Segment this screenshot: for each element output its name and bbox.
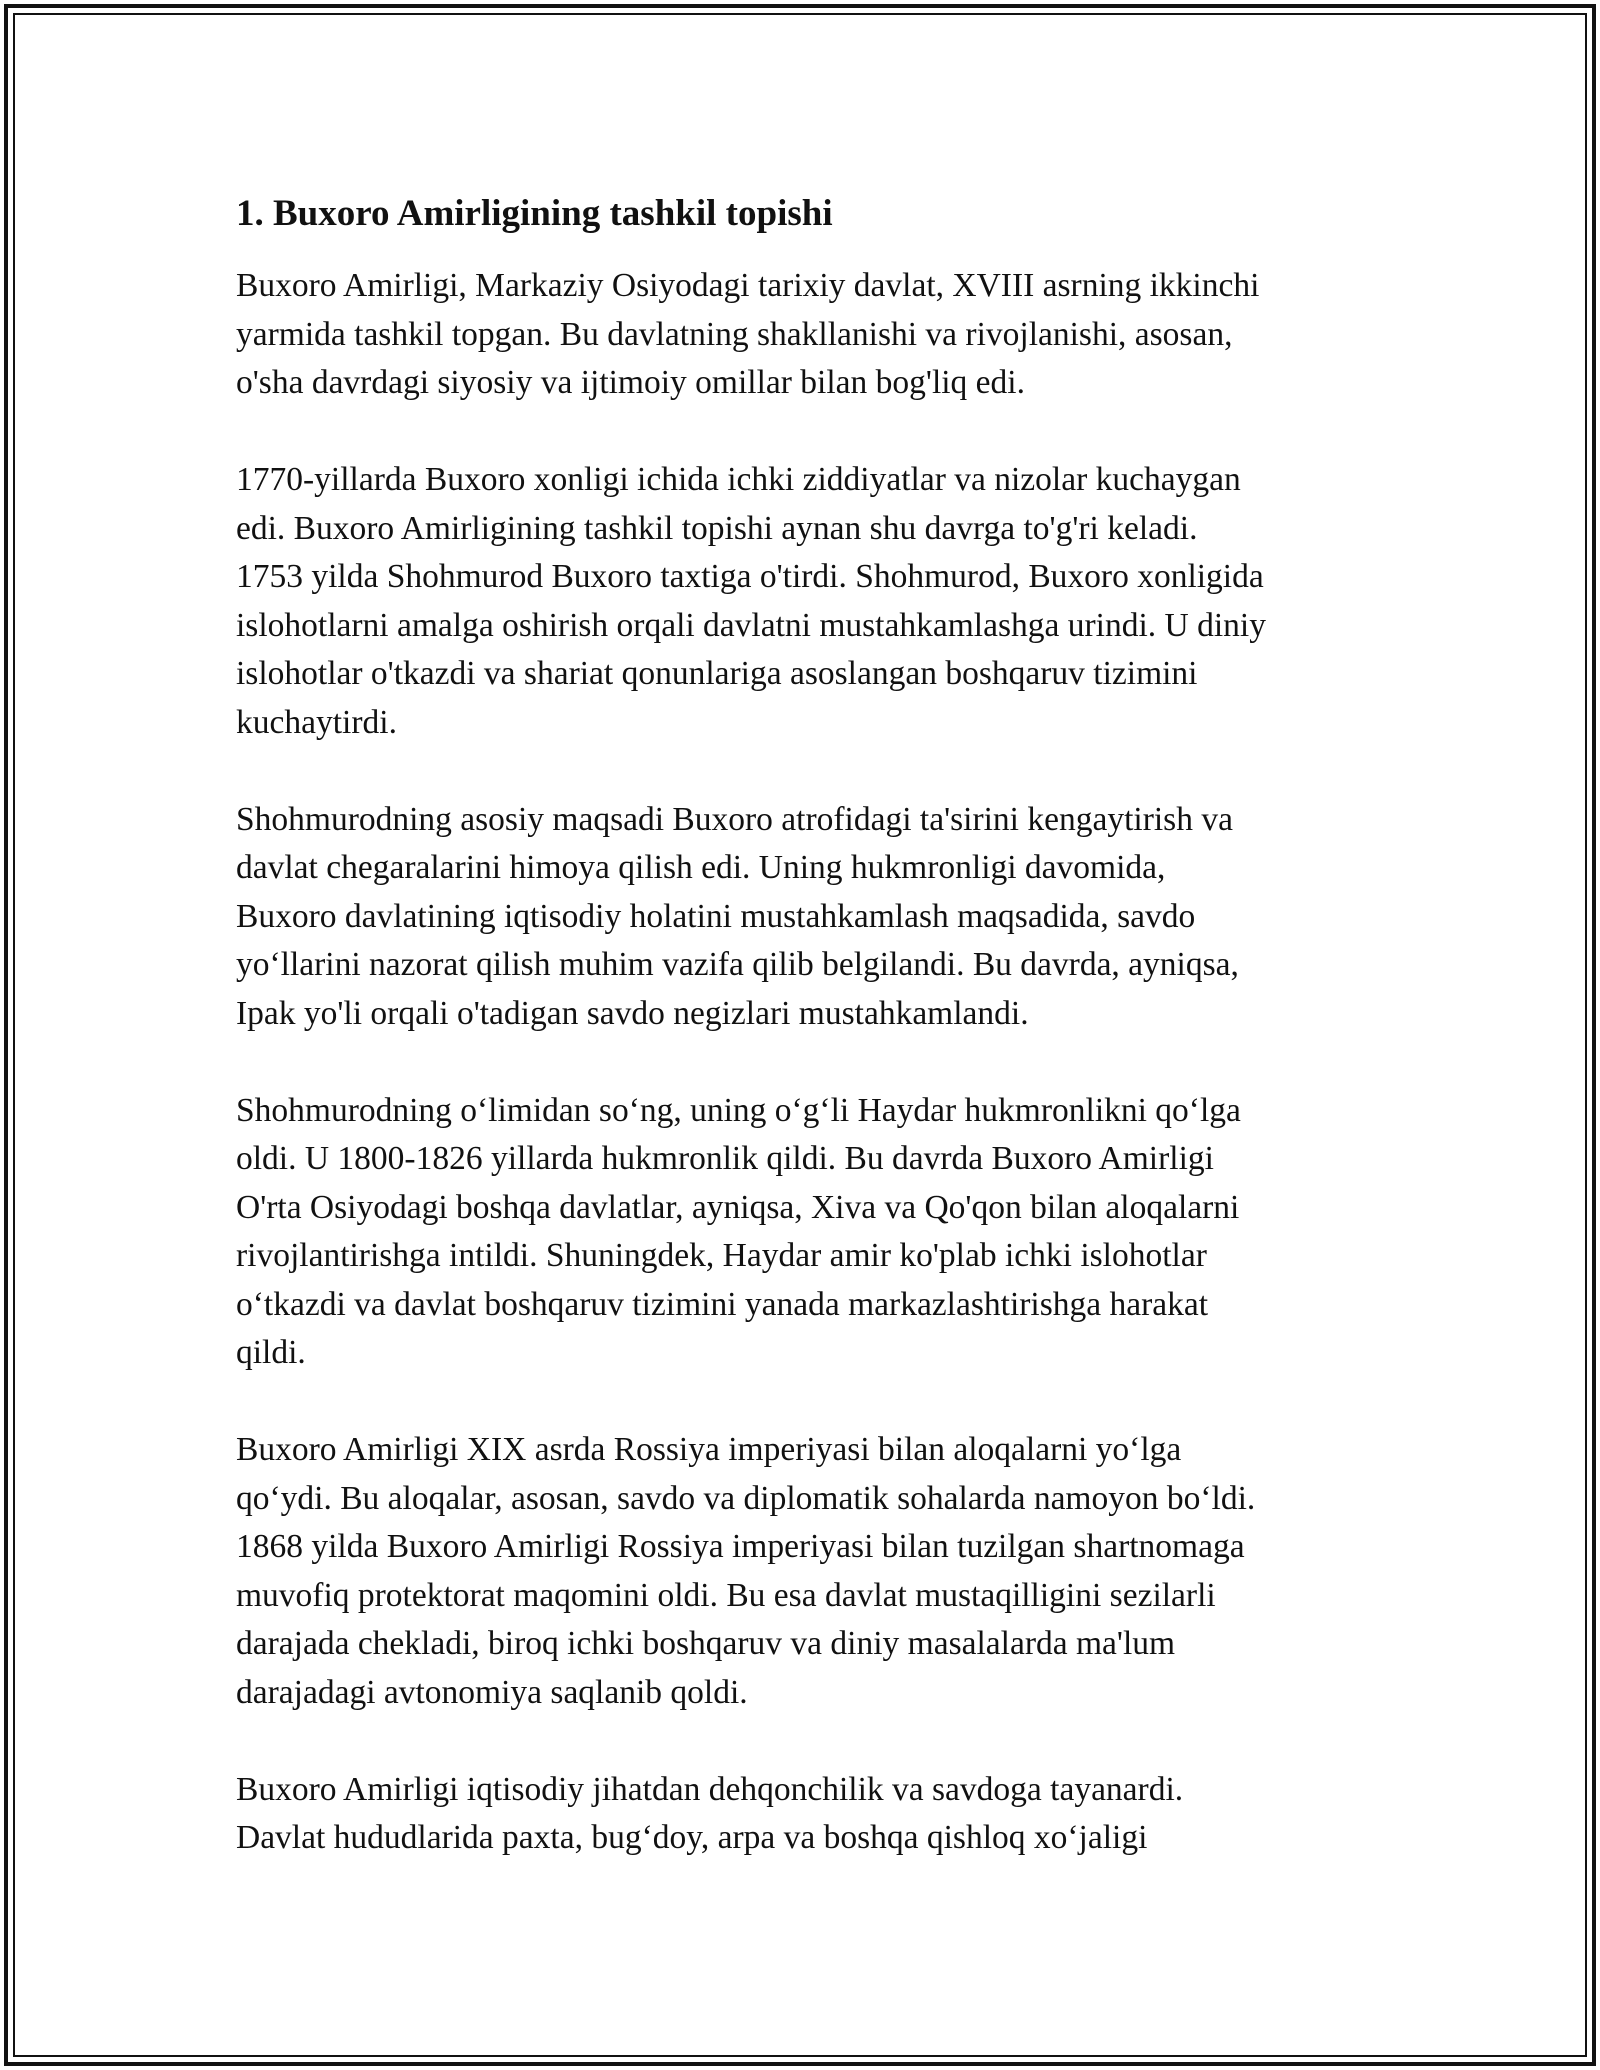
- text-line: qo‘ydi. Bu aloqalar, asosan, savdo va diplomatik sohalarda namoyon bo‘ldi.: [236, 1479, 1256, 1517]
- text-line: darajada chekladi, biroq ichki boshqaruv va diniy masalalarda ma'lum: [236, 1625, 1176, 1662]
- text-line: davlat chegaralarini himoya qilish edi. Uning hukmronligi davomida,: [236, 849, 1166, 886]
- paragraph: [236, 262, 1386, 408]
- text-line: o‘tkazdi va davlat boshqaruv tizimini yanada markazlashtirishga harakat: [236, 1285, 1209, 1323]
- paragraph: [236, 456, 1386, 747]
- paragraph: [236, 796, 1386, 1039]
- text-line: darajadagi avtonomiya saqlanib qoldi.: [236, 1673, 748, 1711]
- text-line: Ipak yo'li orqali o'tadigan savdo negizlari mustahkamlandi.: [236, 994, 1029, 1032]
- text-line: islohotlarni amalga oshirish orqali davlatni mustahkamlashga urindi. U diniy: [236, 606, 1266, 644]
- section-heading: 1. Buxoro Amirligining tashkil topishi: [236, 193, 833, 234]
- text-line: muvofiq protektorat maqomini oldi. Bu esa davlat mustaqilligini sezilarli: [236, 1576, 1216, 1614]
- text-line: oldi. U 1800-1826 yillarda hukmronlik qildi. Bu davrda Buxoro Amirligi: [236, 1140, 1214, 1177]
- text-line: islohotlar o'tkazdi va shariat qonunlariga asoslangan boshqaruv tizimini: [236, 655, 1198, 692]
- text-line: Shohmurodning o‘limidan so‘ng, uning o‘g‘li Haydar hukmronlikni qo‘lga: [236, 1091, 1241, 1129]
- text-line: O'rta Osiyodagi boshqa davlatlar, ayniqsa, Xiva va Qo'qon bilan aloqalarni: [236, 1188, 1240, 1226]
- text-line: Buxoro Amirligi iqtisodiy jihatdan dehqonchilik va savdoga tayanardi.: [236, 1770, 1184, 1808]
- text-line: o'sha davrdagi siyosiy va ijtimoiy omillar bilan bog'liq edi.: [236, 364, 1025, 401]
- text-line: edi. Buxoro Amirligining tashkil topishi aynan shu davrga to'g'ri keladi.: [236, 509, 1198, 547]
- text-line: Davlat hududlarida paxta, bug‘doy, arpa va boshqa qishloq xo‘jaligi: [236, 1819, 1148, 1856]
- text-line: Buxoro Amirligi XIX asrda Rossiya imperiyasi bilan aloqalarni yo‘lga: [236, 1431, 1182, 1468]
- text-line: yarmida tashkil topgan. Bu davlatning shakllanishi va rivojlanishi, asosan,: [236, 315, 1233, 353]
- text-line: qildi.: [236, 1334, 306, 1371]
- text-line: rivojlantirishga intildi. Shuningdek, Haydar amir ko'plab ichki islohotlar: [236, 1237, 1207, 1274]
- paragraph: [236, 1766, 1386, 1863]
- text-line: 1770-yillarda Buxoro xonligi ichida ichki ziddiyatlar va nizolar kuchaygan: [236, 461, 1241, 498]
- paragraph: [236, 1087, 1386, 1378]
- text-line: yo‘llarini nazorat qilish muhim vazifa qilib belgilandi. Bu davrda, ayniqsa,: [236, 946, 1239, 983]
- text-line: 1868 yilda Buxoro Amirligi Rossiya imperiyasi bilan tuzilgan shartnomaga: [236, 1528, 1245, 1565]
- document-body: [236, 190, 1386, 1911]
- text-line: kuchaytirdi.: [236, 703, 397, 741]
- text-line: Buxoro davlatining iqtisodiy holatini mustahkamlash maqsadida, savdo: [236, 897, 1196, 935]
- text-line: 1753 yilda Shohmurod Buxoro taxtiga o'tirdi. Shohmurod, Buxoro xonligida: [236, 558, 1264, 595]
- paragraph: [236, 1426, 1386, 1717]
- text-line: Buxoro Amirligi, Markaziy Osiyodagi tarixiy davlat, XVIII asrning ikkinchi: [236, 267, 1260, 304]
- text-line: Shohmurodning asosiy maqsadi Buxoro atrofidagi ta'sirini kengaytirish va: [236, 800, 1233, 838]
